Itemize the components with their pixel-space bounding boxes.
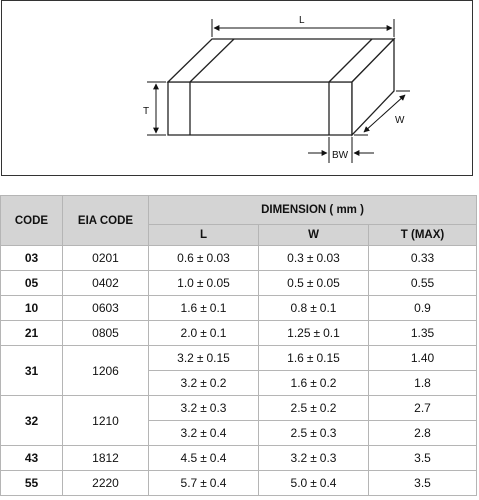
cell-l-tolerance: 0.4 — [209, 451, 227, 465]
cell-w-tolerance: 0.05 — [316, 276, 340, 290]
cell-code: 21 — [1, 321, 63, 346]
cell-l-value: 3.2 — [180, 376, 198, 390]
cell-t-max: 0.9 — [369, 296, 477, 321]
plus-minus-symbol: ± — [310, 426, 317, 440]
cell-eia-code: 0201 — [63, 246, 149, 271]
cell-w — [259, 446, 369, 471]
chip-body — [168, 39, 394, 135]
cell-t-max: 2.7 — [369, 396, 477, 421]
plus-minus-symbol: ± — [200, 401, 207, 415]
header-eia-code: EIA CODE — [63, 196, 149, 246]
cell-w-value: 1.6 — [290, 376, 308, 390]
cell-eia-code: 1210 — [63, 396, 149, 446]
plus-minus-symbol: ± — [196, 251, 204, 265]
cell-w-value: 2.5 — [290, 401, 308, 415]
cell-w-tolerance: 0.03 — [316, 251, 340, 265]
cell-l-value: 3.2 — [180, 426, 198, 440]
cell-w — [259, 421, 369, 446]
cell-w-value: 0.5 — [287, 276, 304, 290]
cell-w-value: 2.5 — [290, 426, 308, 440]
cell-l — [149, 246, 259, 271]
cell-l-tolerance: 0.2 — [209, 376, 227, 390]
dimension-T — [147, 82, 166, 135]
table-row — [1, 471, 477, 496]
cell-t-max: 1.40 — [369, 346, 477, 371]
table-row — [1, 346, 477, 371]
cell-eia-code: 0402 — [63, 271, 149, 296]
label-W: W — [395, 115, 405, 126]
cell-l-tolerance: 0.03 — [206, 251, 230, 265]
cell-code: 31 — [1, 346, 63, 396]
cell-w — [259, 346, 369, 371]
cell-l — [149, 446, 259, 471]
cell-l-value: 3.2 — [180, 401, 198, 415]
cell-code: 55 — [1, 471, 63, 496]
plus-minus-symbol: ± — [200, 451, 207, 465]
plus-minus-symbol: ± — [200, 376, 207, 390]
cell-code: 03 — [1, 246, 63, 271]
table-row — [1, 321, 477, 346]
plus-minus-symbol: ± — [200, 476, 207, 490]
chip-dimension-diagram — [1, 0, 473, 176]
cell-l-value: 0.6 — [177, 251, 194, 265]
cell-l-value: 3.2 — [177, 351, 194, 365]
plus-minus-symbol: ± — [306, 251, 314, 265]
cell-eia-code: 0805 — [63, 321, 149, 346]
label-BW: BW — [332, 150, 349, 161]
cell-l-tolerance: 0.1 — [209, 301, 227, 315]
cell-w — [259, 296, 369, 321]
cell-t-max: 3.5 — [369, 471, 477, 496]
cell-l-tolerance: 0.05 — [206, 276, 230, 290]
cell-w-tolerance: 0.4 — [319, 476, 337, 490]
label-L: L — [299, 15, 305, 26]
cell-w-tolerance: 0.3 — [319, 451, 337, 465]
cell-t-max: 2.8 — [369, 421, 477, 446]
plus-minus-symbol: ± — [196, 351, 204, 365]
plus-minus-symbol: ± — [310, 401, 317, 415]
cell-l — [149, 471, 259, 496]
cell-l-tolerance: 0.3 — [209, 401, 227, 415]
cell-t-max: 1.35 — [369, 321, 477, 346]
table-body — [1, 246, 477, 496]
cell-t-max: 1.8 — [369, 371, 477, 396]
cell-t-max: 0.55 — [369, 271, 477, 296]
header-t-max: T (MAX) — [369, 225, 477, 246]
cell-w-tolerance: 0.2 — [319, 376, 337, 390]
cell-eia-code: 1812 — [63, 446, 149, 471]
cell-w-value: 5.0 — [290, 476, 308, 490]
cell-w-value: 3.2 — [290, 451, 308, 465]
cell-l-value: 1.0 — [177, 276, 194, 290]
header-dimension: DIMENSION ( mm ) — [149, 196, 477, 225]
cell-eia-code: 0603 — [63, 296, 149, 321]
cell-w-tolerance: 0.3 — [319, 426, 337, 440]
cell-code: 05 — [1, 271, 63, 296]
cell-l-value: 5.7 — [180, 476, 198, 490]
cell-code: 10 — [1, 296, 63, 321]
cell-l-value: 4.5 — [180, 451, 198, 465]
cell-l — [149, 396, 259, 421]
plus-minus-symbol: ± — [196, 276, 204, 290]
cell-l-value: 2.0 — [180, 326, 198, 340]
plus-minus-symbol: ± — [200, 301, 207, 315]
cell-t-max: 3.5 — [369, 446, 477, 471]
cell-w-tolerance: 0.15 — [316, 351, 340, 365]
cell-w-tolerance: 0.1 — [323, 326, 340, 340]
plus-minus-symbol: ± — [310, 376, 317, 390]
cell-eia-code: 1206 — [63, 346, 149, 396]
header-l: L — [149, 225, 259, 246]
cell-w-tolerance: 0.1 — [319, 301, 337, 315]
plus-minus-symbol: ± — [313, 326, 321, 340]
cell-w — [259, 271, 369, 296]
table-row — [1, 296, 477, 321]
cell-w-value: 1.6 — [287, 351, 304, 365]
cell-l-value: 1.6 — [180, 301, 198, 315]
label-T: T — [143, 106, 150, 117]
cell-w-value: 0.3 — [287, 251, 304, 265]
cell-w-value: 1.25 — [287, 326, 311, 340]
plus-minus-symbol: ± — [306, 276, 314, 290]
cell-l — [149, 371, 259, 396]
cell-t-max: 0.33 — [369, 246, 477, 271]
cell-l — [149, 321, 259, 346]
header-code: CODE — [1, 196, 63, 246]
plus-minus-symbol: ± — [310, 301, 317, 315]
cell-w-tolerance: 0.2 — [319, 401, 337, 415]
cell-l — [149, 296, 259, 321]
cell-l-tolerance: 0.1 — [209, 326, 227, 340]
cell-w — [259, 246, 369, 271]
cell-eia-code: 2220 — [63, 471, 149, 496]
plus-minus-symbol: ± — [200, 326, 207, 340]
plus-minus-symbol: ± — [310, 451, 317, 465]
table-row — [1, 396, 477, 421]
plus-minus-symbol: ± — [200, 426, 207, 440]
cell-l-tolerance: 0.4 — [209, 476, 227, 490]
cell-w — [259, 371, 369, 396]
plus-minus-symbol: ± — [306, 351, 314, 365]
dimension-table — [0, 195, 477, 496]
plus-minus-symbol: ± — [310, 476, 317, 490]
table-row — [1, 246, 477, 271]
cell-w — [259, 321, 369, 346]
table-row — [1, 271, 477, 296]
cell-l-tolerance: 0.4 — [209, 426, 227, 440]
chip-drawing — [2, 1, 474, 177]
cell-l — [149, 346, 259, 371]
cell-l-tolerance: 0.15 — [206, 351, 230, 365]
table-row — [1, 446, 477, 471]
cell-w — [259, 471, 369, 496]
cell-l — [149, 421, 259, 446]
cell-l — [149, 271, 259, 296]
header-w: W — [259, 225, 369, 246]
cell-code: 32 — [1, 396, 63, 446]
cell-w — [259, 396, 369, 421]
cell-code: 43 — [1, 446, 63, 471]
table-header-row — [1, 196, 477, 225]
cell-w-value: 0.8 — [290, 301, 308, 315]
